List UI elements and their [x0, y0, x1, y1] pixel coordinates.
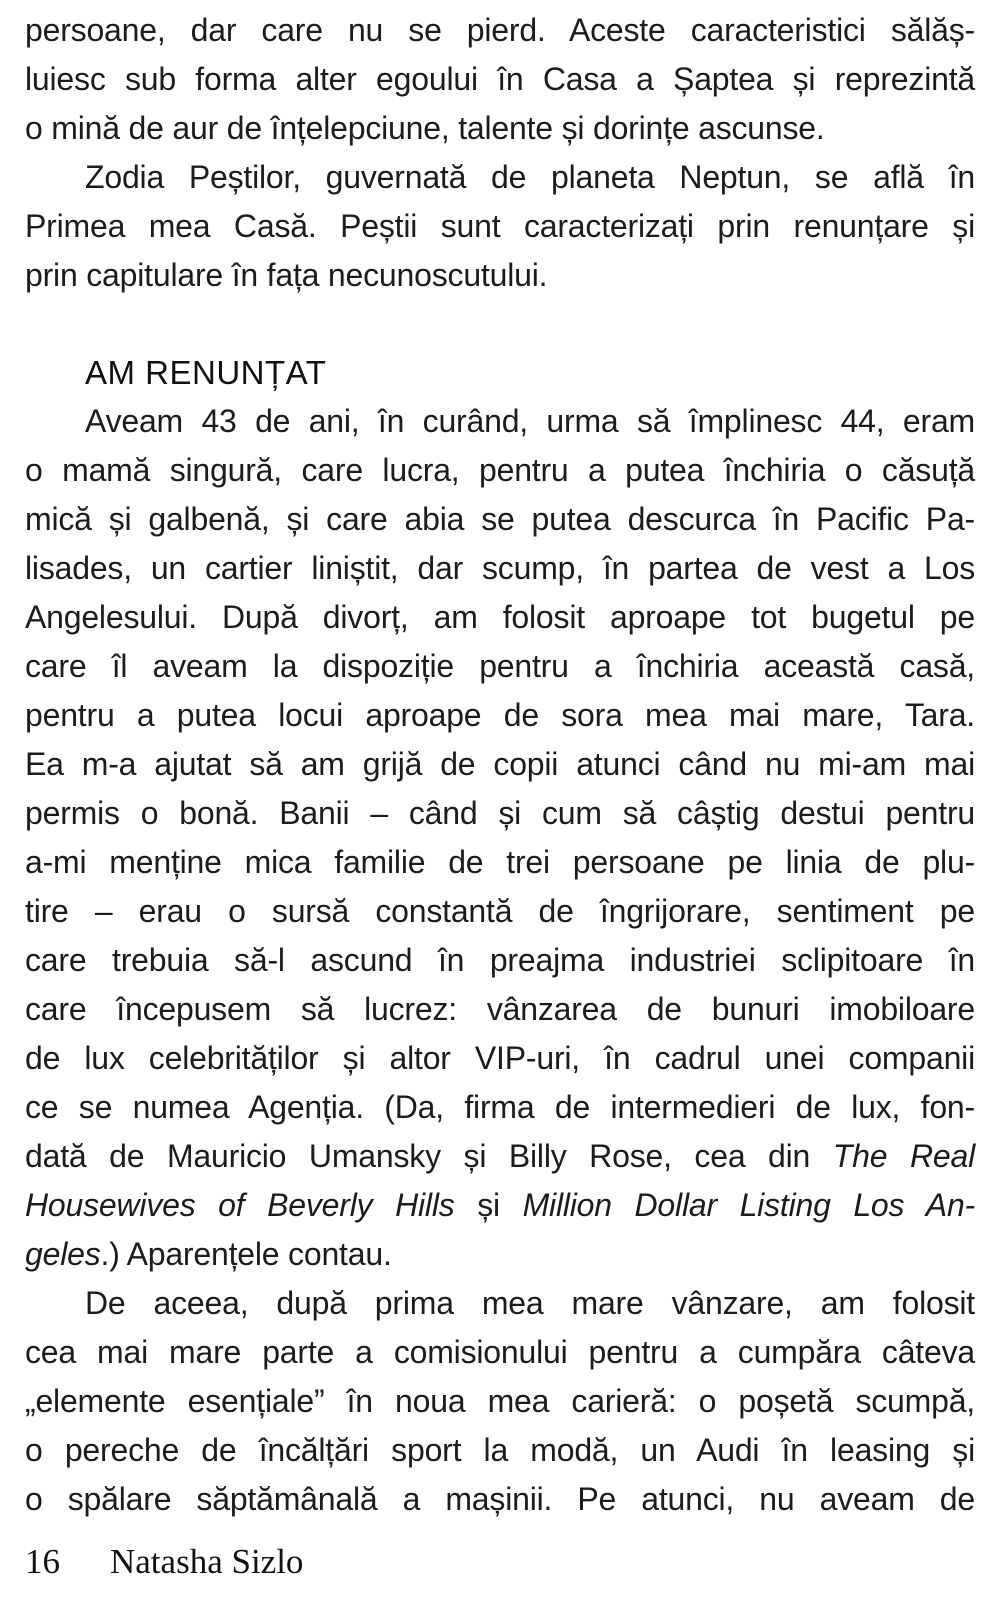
text-line: Ea m-a ajutat să am grijă de copii atunci când nu mi-am mai — [25, 746, 975, 782]
text-line: prin capitulare în fața necunoscutului. — [25, 257, 548, 293]
text-line: a-mi menține mica familie de trei persoane pe linia de plu- — [25, 844, 975, 880]
section-heading: AM RENUNȚAT — [85, 354, 327, 391]
text-line: de lux celebrităților și altor VIP-uri, în cadrul unei companii — [25, 1040, 975, 1076]
text-line: mică și galbenă, și care abia se putea descurca în Pacific Pa- — [25, 501, 975, 537]
text-line: persoane, dar care nu se pierd. Aceste caracteristici sălăș- — [25, 12, 975, 48]
text-line: o pereche de încălțări sport la modă, un Audi în leasing și — [25, 1432, 975, 1468]
text-line: cea mai mare parte a comisionului pentru a cumpăra câteva — [25, 1334, 975, 1370]
text-line: De aceea, după prima mea mare vânzare, am folosit — [85, 1285, 975, 1321]
text-line: tire – erau o sursă constantă de îngrijorare, sentiment pe — [25, 893, 975, 929]
author-name: Natasha Sizlo — [110, 1542, 304, 1581]
text-line: o mină de aur de înțelepciune, talente și dorințe ascunse. — [25, 110, 825, 146]
text-line: luiesc sub forma alter egoului în Casa a Șaptea și reprezintă — [25, 61, 975, 97]
text-line: dată de Mauricio Umansky și Billy Rose, cea din The Real — [25, 1138, 975, 1174]
text-line: Aveam 43 de ani, în curând, urma să împlinesc 44, eram — [85, 403, 975, 439]
page-footer — [25, 1542, 303, 1582]
text-line: lisades, un cartier liniștit, dar scump, în partea de vest a Los — [25, 550, 975, 586]
page-body — [25, 6, 975, 1524]
text-line: pentru a putea locui aproape de sora mea mai mare, Tara. — [25, 697, 975, 733]
text-line: care trebuia să-l ascund în preajma industriei sclipitoare în — [25, 942, 975, 978]
text-line: o spălare săptămânală a mașinii. Pe atunci, nu aveam de — [25, 1481, 975, 1517]
text-line: geles.) Aparențele contau. — [25, 1236, 392, 1272]
text-line: ce se numea Agenția. (Da, firma de intermedieri de lux, fon- — [25, 1089, 975, 1125]
text-line: permis o bonă. Banii – când și cum să câștig destui pentru — [25, 795, 975, 831]
text-line: care îl aveam la dispoziție pentru a închiria această casă, — [25, 648, 975, 684]
text-line: Primea mea Casă. Peștii sunt caracterizați prin renunțare și — [25, 208, 975, 244]
page-number: 16 — [25, 1542, 60, 1581]
text-line: o mamă singură, care lucra, pentru a putea închiria o căsuță — [25, 452, 975, 488]
text-line: Angelesului. După divorț, am folosit aproape tot bugetul pe — [25, 599, 975, 635]
text-line: care începusem să lucrez: vânzarea de bunuri imobiloare — [25, 991, 975, 1027]
text-line: Housewives of Beverly Hills și Million Dollar Listing Los An- — [25, 1187, 975, 1223]
text-line: Zodia Peștilor, guvernată de planeta Neptun, se află în — [85, 159, 975, 195]
text-line: „elemente esențiale” în noua mea carieră: o poșetă scumpă, — [25, 1383, 975, 1419]
